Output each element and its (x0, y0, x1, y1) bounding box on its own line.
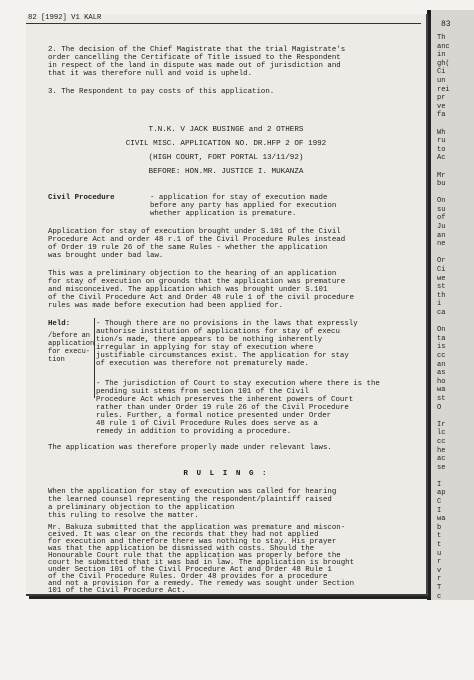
intro-item-3: 3. The Respondent to pay costs of this application. (48, 88, 275, 96)
text-line: Procedure Act and order 48 r.1 of the Civil Procedure Rules instead (48, 236, 346, 244)
headnote-line: whether application is premature. (150, 210, 297, 218)
text-line: rules was made before execution had been applied for. (48, 302, 284, 310)
text-line: Procedure Act which preserves the inherent powers of Court (96, 396, 354, 404)
text-line: 101 of the Civil Procedure Act. (48, 587, 186, 595)
text-line: was brought under bad law. (48, 252, 164, 260)
text-line: for stay of execution on grounds that the application was premature (48, 278, 346, 286)
margin-note-line: for execu- (48, 348, 91, 356)
text-line: Mr. Bakuza submitted that the application was premature and miscon- (48, 524, 346, 532)
text-line: and misconceived. The application which was brought under S.101 (48, 286, 328, 294)
headnote-label: Civil Procedure (48, 194, 115, 202)
text-line: pending suit stems from section 101 of the Civil (96, 388, 309, 396)
text-line: remedy in addition to providing a procedure. (96, 428, 292, 436)
held-label: Held: (48, 320, 71, 328)
text-line: tion/s made, there appears to be nothing inherently (96, 336, 323, 344)
case-judge: BEFORE: HON.MR. JUSTICE I. MUKANZA (148, 168, 304, 176)
text-line: court he submitted that it was bad in law. The application is brought (48, 559, 355, 567)
text-line: irregular in applying for stay of execution where (96, 344, 314, 352)
text-line: of the Civil Procedure Act and Order 48 rule 1 of the civil procedure (48, 294, 355, 302)
text-line: of the Civil Procedure Rules. Order 48 provides for a procedure (48, 573, 328, 581)
margin-note-line: tion (48, 356, 65, 364)
text-line: authorise institution of applications for stay of execu (96, 328, 340, 336)
text-line: this ruling to resolve the matter. (48, 512, 199, 520)
held-margin-rule (94, 318, 95, 398)
text-line: justifiable circumstances exist. The application for stay (96, 352, 349, 360)
text-line: When the application for stay of execution was called for hearing (48, 488, 337, 496)
text-line: 48 rule 1 of Civil Procedure Rules does serve as a (96, 420, 318, 428)
facing-page-number: 83 (441, 20, 451, 29)
text-line: a preliminary objection to the application (48, 504, 235, 512)
text-line: for execution and therefore there was nothing to stay. His prayer (48, 538, 337, 546)
margin-note-line: /before an (48, 332, 91, 340)
margin-note-line: application (48, 340, 95, 348)
text-line: that it was therefore null and void is upheld. (48, 70, 253, 78)
text-line: of execution was therefore not prematurely made. (96, 360, 309, 368)
header-rule (26, 23, 421, 24)
headnote-line: before any party has applied for execution (150, 202, 337, 210)
text-line: of Order 19 rule 26 of the same Rules - whether the application (48, 244, 328, 252)
text-line: was that the application be dismissed with costs. Should the (48, 545, 315, 553)
facing-page-edge (427, 10, 474, 600)
text-line: - Though there are no provisions in the laws that expressly (96, 320, 358, 328)
headnote-line: - application for stay of execution made (150, 194, 328, 202)
case-application-number: CIVIL MISC. APPLICATION NO. DR.HFP 2 OF 1992 (125, 140, 327, 148)
held-conclusion: The application was therefore properly made under relevant laws. (48, 444, 332, 452)
text-line: This was a preliminary objection to the hearing of an application (48, 270, 337, 278)
text-line: rather than under Order 19 rule 26 of the Civil Procedure (96, 404, 349, 412)
text-line: 2. The decision of the Chief Magistrate that the trial Magistrate's (48, 46, 346, 54)
text-line: and not a provision for a remedy. The remedy was sought under Section (48, 580, 355, 588)
text-line: under Section 101 of the Civil Procedure Act and Order 48 Rule 1 (48, 566, 332, 574)
ruling-heading: R U L I N G : (183, 470, 269, 478)
document-page (26, 14, 428, 596)
text-line: Application for stay of execution brought under S.101 of the Civil (48, 228, 341, 236)
running-head: 82 [1992] V1 KALR (28, 14, 102, 22)
text-line: rules. Further, a formal notice presented under Order (96, 412, 332, 420)
text-line: - The jurisdiction of Court to stay execution where there is the (96, 380, 380, 388)
facing-page-text-fragments: Th anc in gh( Ci un rei pr ve fa Wh ru to Ac Mr bu On su of Ju an ne Or Ci we st th i ca On ta is cc an as ho wa st O Ir lc cc he ac se I ap C I wa b t t u r v r T c (437, 34, 450, 601)
case-court-date: (HIGH COURT, FORT PORTAL 13/11/92) (148, 154, 304, 162)
text-line: order cancelling the Certificate of Title issued to the Respondent (48, 54, 341, 62)
text-line: the learned counsel representing the respondent/plaintiff raised (48, 496, 332, 504)
text-line: Honourable Court rule that the application was properly before the (48, 552, 341, 560)
text-line: ceived. It was clear on the records that they had not applied (48, 531, 319, 539)
case-parties: T.N.K. V JACK BUSINGE and 2 OTHERS (148, 126, 304, 134)
text-line: in respect of the land in dispute was made out of jurisdiction and (48, 62, 341, 70)
